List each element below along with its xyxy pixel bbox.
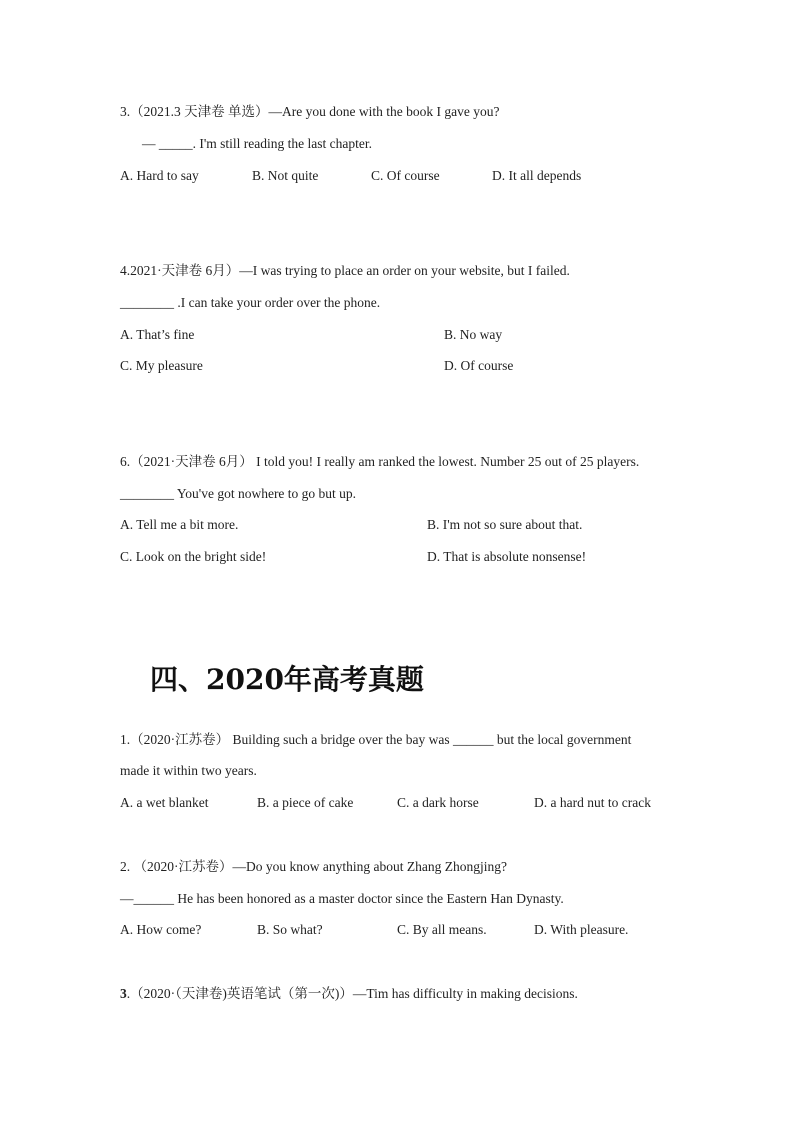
question-stem: 2. （2020·江苏卷）—Do you know anything about Zhang Zhongjing?	[120, 859, 507, 874]
question-dialogue-line: —______ He has been honored as a master doctor since the Eastern Han Dynasty.	[120, 891, 564, 906]
option-c: C. Look on the bright side!	[120, 549, 267, 564]
option-b: B. I'm not so sure about that.	[427, 517, 583, 532]
option-a: A. Hard to say	[120, 168, 199, 183]
option-d: D. It all depends	[492, 168, 582, 183]
option-c: C. My pleasure	[120, 358, 203, 373]
question-dialogue-line: ________ .I can take your order over the phone.	[120, 295, 381, 310]
question-dialogue-line: ________ You've got nowhere to go but up.	[120, 486, 357, 501]
question-stem: 1.（2020·江苏卷） Building such a bridge over the bay was ______ but the local government	[120, 732, 632, 747]
question-dialogue-line: — _____. I'm still reading the last chapter.	[142, 136, 373, 151]
question-number: 3	[120, 986, 127, 1001]
question-stem: 4.2021·天津卷 6月）—I was trying to place an order on your website, but I failed.	[120, 263, 570, 278]
question-stem-text: .（2020·（天津卷)英语笔试（第一次)）—Tim has difficulty in making decisions.	[126, 986, 578, 1001]
option-a: A. Tell me a bit more.	[120, 517, 239, 532]
option-a: A. That’s fine	[120, 327, 195, 342]
option-b: B. a piece of cake	[257, 795, 354, 810]
section-heading: 四、2020年高考真题	[150, 663, 424, 696]
question-stem	[120, 986, 578, 1002]
question-stem: 3.（2021.3 天津卷 单选）—Are you done with the book I gave you?	[120, 104, 500, 119]
option-c: C. Of course	[371, 168, 440, 183]
option-b: B. So what?	[257, 922, 323, 937]
option-d: D. With pleasure.	[534, 922, 629, 937]
option-a: A. How come?	[120, 922, 202, 937]
question-stem: 6.（2021·天津卷 6月） I told you! I really am ranked the lowest. Number 25 out of 25 players.	[120, 454, 640, 469]
question-stem-continued: made it within two years.	[120, 763, 257, 778]
option-d: D. That is absolute nonsense!	[427, 549, 587, 564]
option-d: D. Of course	[444, 358, 514, 373]
option-b: B. Not quite	[252, 168, 319, 183]
option-c: C. By all means.	[397, 922, 487, 937]
option-a: A. a wet blanket	[120, 795, 209, 810]
option-c: C. a dark horse	[397, 795, 479, 810]
option-b: B. No way	[444, 327, 503, 342]
option-d: D. a hard nut to crack	[534, 795, 651, 810]
